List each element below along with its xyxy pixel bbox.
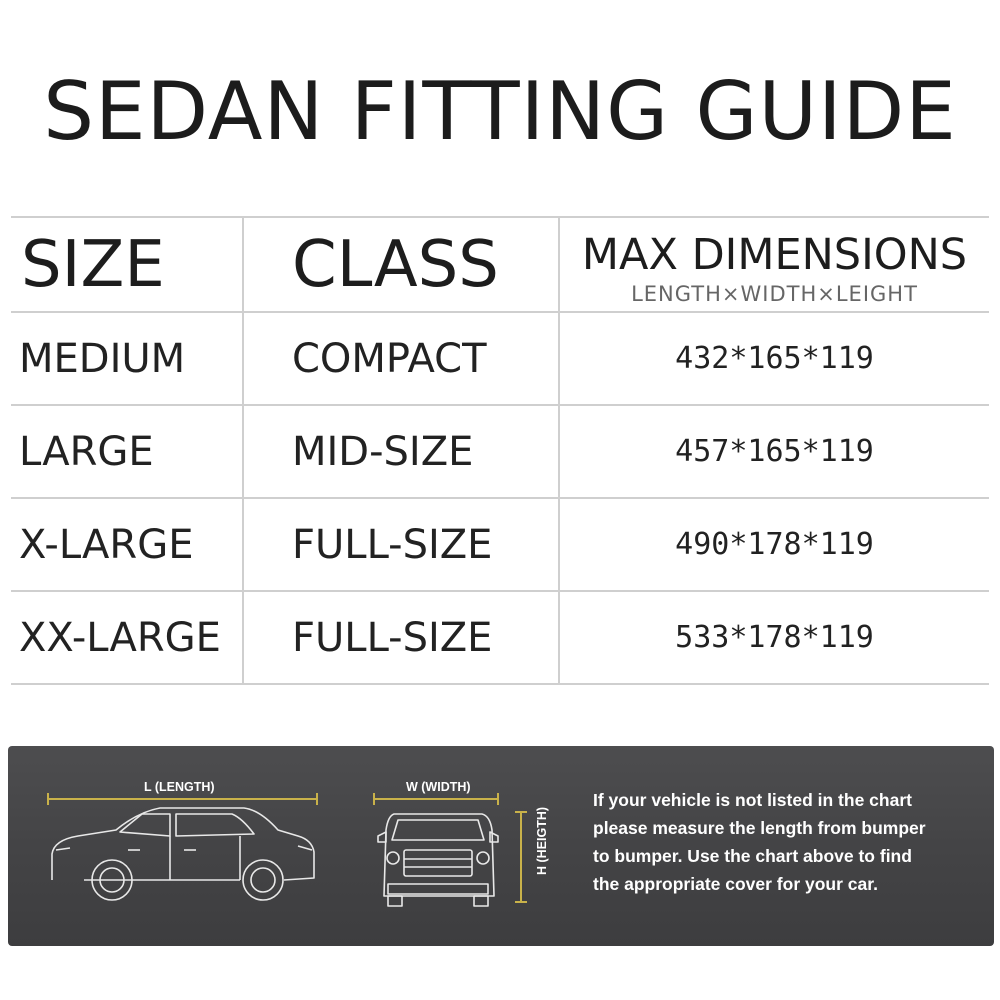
row-class: FULL-SIZE bbox=[243, 591, 559, 684]
fitting-guide-table bbox=[11, 216, 989, 685]
height-label: H (HEIGTH) bbox=[535, 806, 550, 876]
row-class: FULL-SIZE bbox=[243, 498, 559, 591]
row-dimensions: 533*178*119 bbox=[559, 591, 989, 684]
page-title: SEDAN FITTING GUIDE bbox=[43, 65, 957, 158]
row-size: MEDIUM bbox=[11, 312, 243, 405]
width-dimension-line bbox=[374, 793, 498, 805]
table-row bbox=[11, 405, 989, 498]
row-size: X-LARGE bbox=[11, 498, 243, 591]
table-row bbox=[11, 591, 989, 684]
table-row bbox=[11, 498, 989, 591]
header-dimensions bbox=[559, 217, 989, 312]
car-side-icon bbox=[52, 808, 314, 900]
table-header-row bbox=[11, 217, 989, 312]
row-class: MID-SIZE bbox=[243, 405, 559, 498]
row-dimensions: 490*178*119 bbox=[559, 498, 989, 591]
row-size: XX-LARGE bbox=[11, 591, 243, 684]
measurement-note: If your vehicle is not listed in the chart please measure the length from bumper to bumper. Use the chart above to find the appropriate cover for your car. bbox=[593, 790, 926, 894]
width-label: W (WIDTH) bbox=[406, 780, 471, 794]
length-label: L (LENGTH) bbox=[144, 780, 215, 794]
car-front-icon bbox=[378, 814, 498, 906]
row-dimensions: 457*165*119 bbox=[559, 405, 989, 498]
table-row bbox=[11, 312, 989, 405]
row-class: COMPACT bbox=[243, 312, 559, 405]
header-class: CLASS bbox=[243, 217, 559, 312]
row-size: LARGE bbox=[11, 405, 243, 498]
measurement-panel bbox=[8, 746, 994, 946]
header-dimensions-subtitle: LENGTH×WIDTH×LEIGHT bbox=[631, 281, 918, 306]
length-dimension-line bbox=[48, 793, 317, 805]
height-dimension-line bbox=[515, 812, 527, 902]
header-dimensions-title: MAX DIMENSIONS bbox=[581, 229, 968, 280]
header-size: SIZE bbox=[11, 217, 243, 312]
row-dimensions: 432*165*119 bbox=[559, 312, 989, 405]
